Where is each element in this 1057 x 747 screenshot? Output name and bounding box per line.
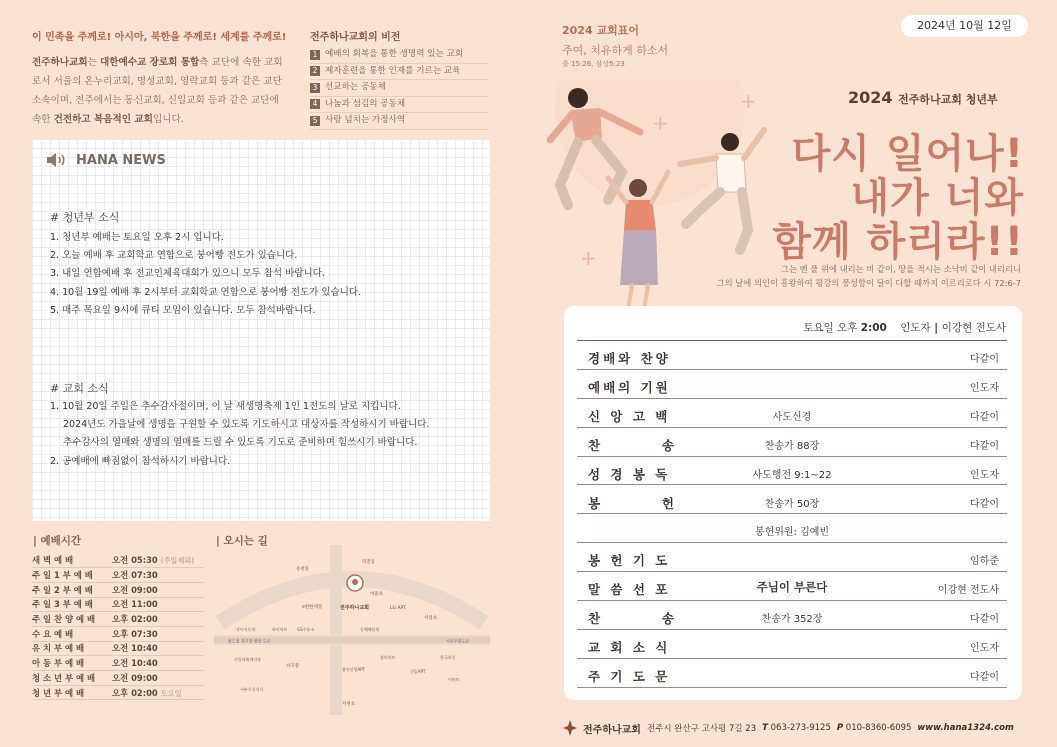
worship-order-row [577,543,1007,572]
worship-order-row [577,486,1007,515]
map-place: 덕진동 [362,560,376,565]
service-time [112,685,204,700]
service-time-row [32,612,204,627]
service-time-row [32,553,204,568]
directions-map [214,545,490,715]
map-place: 서곡중 [286,664,300,669]
order-item-label: 봉 헌 [588,495,677,511]
svg-text:+: + [740,89,757,113]
service-time [112,671,204,686]
order-item-leader: 인도자 [970,469,999,481]
news-item: 2. 공예배에 빠짐없이 참석하시기 바랍니다. [50,455,231,467]
service-time [112,612,204,627]
service-time-row [32,582,204,597]
service-time [112,641,204,656]
order-item-label: 말 씀 선 포 [588,582,671,598]
map-place: LG APT [390,606,406,611]
map-place: 전주하나교회 [340,605,369,611]
news-item: 추수감사의 열매와 생명의 열매를 드릴 수 있도록 기도로 준비하며 힘쓰시기 바랍니다. [63,437,418,449]
slogan-line-3: 함께 하리라!! [772,219,1024,265]
order-item-leader: 다같이 [970,354,999,365]
service-time-row [32,641,204,656]
worship-order-row [577,370,1007,399]
order-item-leader: 다같이 [970,614,999,626]
order-item-leader: 이강현 전도사 [937,585,999,597]
map-place: 서천초 [342,702,356,707]
footer-church-name: 전주하나교회 [583,724,641,736]
map-place: 선플라워예식장 [234,657,262,662]
service-time-value: 오전 11:00 [112,599,158,610]
service-time-value: 오전 09:00 [112,584,158,595]
order-item-detail: 사도행전 9:1~22 [752,469,832,481]
verse-line-1: 그는 벤 풀 위에 내리는 비 같이, 땅을 적시는 소낙비 같이 내리리니 [780,264,1021,274]
map-road-label: 팔드컵 경기장 방향 도로 [228,638,271,644]
footer-address: 전주시 완산구 고사평 7길 23 [646,724,757,734]
worship-order-row [577,601,1007,630]
service-name: 수 요 예 배 [32,626,112,641]
footer-phone-label: P [836,723,844,733]
map-place: 하이마트 [272,627,288,632]
motto-title: 2024 교회표어 [562,24,639,37]
meta-day: 토요일 오후 [803,322,861,334]
news-item: 2. 오늘 예배 후 교회학교 연합으로 붕어빵 전도가 있습니다. [50,250,298,262]
church-news-list [50,398,429,471]
worship-order-meta [803,320,1006,335]
vision-text: 나눔과 섬김의 공동체 [325,98,406,109]
service-times-label: | 예배시간 [33,535,82,547]
order-offering-committee: 봉헌위원: 김예빈 [754,527,830,539]
service-name: 청 소 년 부 예 배 [32,671,112,686]
meta-leader: 이강현 전도사 [941,322,1006,334]
motto: 주여, 치유하게 하소서 [562,44,669,57]
worship-order-row [577,514,1007,543]
map-place: 가이자동차 [236,627,256,632]
church-name: 전주하나교회 [32,57,88,68]
vision-number: 5 [310,116,320,126]
service-time-row [32,626,204,641]
youth-title-text: 전주하나교회 청년부 [898,93,998,106]
youth-news-list [50,229,361,320]
vision-title: 전주하나교회의 비전 [310,32,401,43]
map-place: 어울초 [370,592,384,597]
service-time [112,568,204,583]
order-item-leader: 임하준 [970,556,999,568]
vision-number: 4 [310,99,320,109]
vision-text: 제자훈련을 통한 인재를 기르는 교육 [325,65,461,76]
order-item-label: 성 경 봉 독 [588,466,671,482]
order-item-label: 봉 헌 기 도 [588,553,671,569]
svg-text:+: + [580,246,597,270]
order-item-label: 교 회 소 식 [588,640,671,655]
service-note: 토요일 [160,688,182,698]
service-time-value: 오전 07:30 [112,570,158,581]
intro-paragraph [32,53,287,129]
service-name: 주 일 3 부 예 배 [32,597,112,612]
vision-number: 3 [310,83,320,93]
youth-year: 2024 [848,88,893,107]
service-time [112,626,204,641]
service-name: 아 동 부 예 배 [32,656,112,671]
news-item: 2024년도 가을날에 생명을 구원할 수 있도록 기도하시고 대상자를 작성하시기 바랍니다. [63,419,430,431]
worship-order-row [577,341,1007,370]
youth-news-heading: # 청년부 소식 [50,211,120,224]
service-time-row [32,656,204,671]
worship-order-row [577,428,1007,457]
order-item-leader: 다같이 [970,671,999,683]
vision-list [310,47,488,130]
news-title-text: HANA NEWS [76,152,166,168]
service-time-row [32,568,204,583]
intro-text-c: 입니다. [152,114,184,125]
news-item: 1. 10월 20일 주일은 추수감사절이며, 이 날 새생명축제 1인 1전도의 날로 지킵니다. [50,401,401,412]
order-item-detail: 주님이 부른다 [756,580,828,595]
order-item-detail: 찬송가 352장 [761,614,823,626]
map-road-label: 서부우회도로 [446,638,470,644]
vision-number: 1 [310,50,320,60]
vision-text: 선교하는 공동체 [325,82,386,93]
vision-text: 사랑 넘치는 가정사역 [325,115,406,126]
order-item-label: 찬 송 [588,611,677,627]
order-item-leader: 다같이 [970,498,999,510]
footer [563,720,1033,736]
motto-reference: 출 15:26, 삼상5:23 [562,60,625,68]
order-item-label: 예배의 기원 [588,379,671,395]
service-name: 청 년 부 예 배 [32,685,112,700]
service-name: 유 치 부 예 배 [32,641,112,656]
vision-item [310,97,488,114]
intro-text-b: 측 교단에 속한 교회로서 서울의 온누리교회, 명성교회, 영락교회 등과 같은 교단 소속이며, 전주에서는 동신교회, 신일교회 등과 같은 교단에 속한 [32,57,283,125]
map-place: 서부우신자거 [240,687,264,692]
slogan-line-1: 다시 일어나! [791,131,1024,177]
news-item: 1. 청년부 예배는 토요일 오후 2시 입니다. [50,232,224,243]
footer-tel-label: T [762,723,768,733]
order-item-label: 경배와 찬양 [588,351,671,366]
service-time [112,656,204,671]
vision-text: 예배의 회복을 통한 생명력 있는 교회 [325,49,464,60]
slogan-line-2: 내가 너와 [850,175,1024,221]
scripture-verse [717,262,1021,290]
worship-order-row [577,572,1007,601]
map-place: 동해해물탕 [360,627,380,632]
service-time [112,553,204,568]
service-time-value: 오후 02:00 [112,687,158,698]
worship-order-row [577,457,1007,486]
meta-time: 2:00 [860,322,887,334]
order-item-leader: 다같이 [970,411,999,423]
vision-item [310,80,488,97]
map-place: e편한세상 [302,605,323,610]
map-place: 이마트 [448,677,460,682]
service-time-value: 오전 05:30 [112,555,158,566]
news-title [46,152,166,168]
service-time [112,582,204,597]
order-item-detail: 사도신경 [772,411,812,423]
verse-line-2: 그의 날에 의인이 흥왕하여 평강의 풍성함이 달이 다할 때까지 이르리로다 시 72:6-7 [716,278,1021,288]
service-time-value: 오전 10:40 [112,658,158,669]
youth-title [848,88,998,107]
news-item: 5. 매주 목요일 9시에 큐티 모임이 있습니다. 모두 참석바랍니다. [50,304,316,316]
worship-order-row [577,659,1007,688]
intro-core: 건전하고 복음적인 교회 [53,114,153,125]
meta-separator: | [930,322,942,334]
map-place: 광진산업APT [342,667,366,672]
order-item-leader: 인도자 [970,382,999,394]
worship-order-row [577,630,1007,659]
map-place: 한국통신 [440,655,456,660]
date-pill: 2024년 10월 12일 [901,15,1028,37]
order-item-leader: 다같이 [970,440,999,452]
directions-label: | 오시는 길 [216,535,268,547]
service-times-table [32,553,204,700]
service-note: (주일제외) [160,556,195,566]
service-time-value: 오전 10:40 [112,643,158,654]
vision-item [310,47,488,64]
service-time-row [32,597,204,612]
service-name: 주 일 1 부 예 배 [32,568,112,583]
map-place: 서일초 [424,616,438,621]
svg-text:+: + [652,111,669,135]
vision-number: 2 [310,66,320,76]
service-time-row [32,685,204,700]
vision-item [310,113,488,130]
order-item-leader: 인도자 [970,643,999,654]
speaker-icon [46,152,68,168]
footer-phone: 010-8360-6095 [845,723,912,733]
map-place: 장미마트 [380,655,396,660]
order-item-label: 신 앙 고 백 [588,408,671,424]
order-item-detail: 찬송가 50장 [764,498,820,510]
service-time-value: 오후 07:30 [112,628,158,639]
vision-item [310,64,488,81]
intro-text-a: 는 [87,57,100,68]
order-item-detail: 찬송가 88장 [764,440,820,452]
service-name: 주 일 2 부 예 배 [32,582,112,597]
intro-slogan: 이 민족을 주께로! 아시아, 북한을 주께로! 세계를 주께로! [32,32,287,43]
order-item-label: 찬 송 [588,437,677,453]
service-name: 새 벽 예 배 [32,553,112,568]
service-name: 주 일 찬 양 예 배 [32,612,112,627]
news-item: 3. 내일 연합예배 후 전교인체육대회가 있으니 모두 참석 바랍니다. [50,268,325,280]
map-place: 신일APT [410,669,426,674]
service-time-value: 오후 02:00 [112,614,158,625]
map-vertical-road [330,545,342,715]
church-news-heading: # 교회 소식 [50,382,109,395]
church-logo-icon [563,720,577,736]
denomination: 대한예수교 장로회 통합 [99,57,200,68]
service-time-value: 오전 09:00 [112,672,158,683]
meta-leader-label: 인도자 [900,322,931,334]
news-item: 4. 10월 19일 예배 후 2시부터 교회학교 연합으로 붕어빵 전도가 있습니다. [50,286,362,298]
map-place: 송천동 [296,567,310,572]
worship-order-row [577,399,1007,428]
map-place: GS주유소 [297,627,315,632]
footer-website[interactable]: www.hana1324.com [917,723,1014,733]
footer-tel: 063-273-9125 [770,723,831,733]
service-time [112,597,204,612]
service-time-row [32,671,204,686]
order-item-label: 주 기 도 문 [588,668,671,684]
